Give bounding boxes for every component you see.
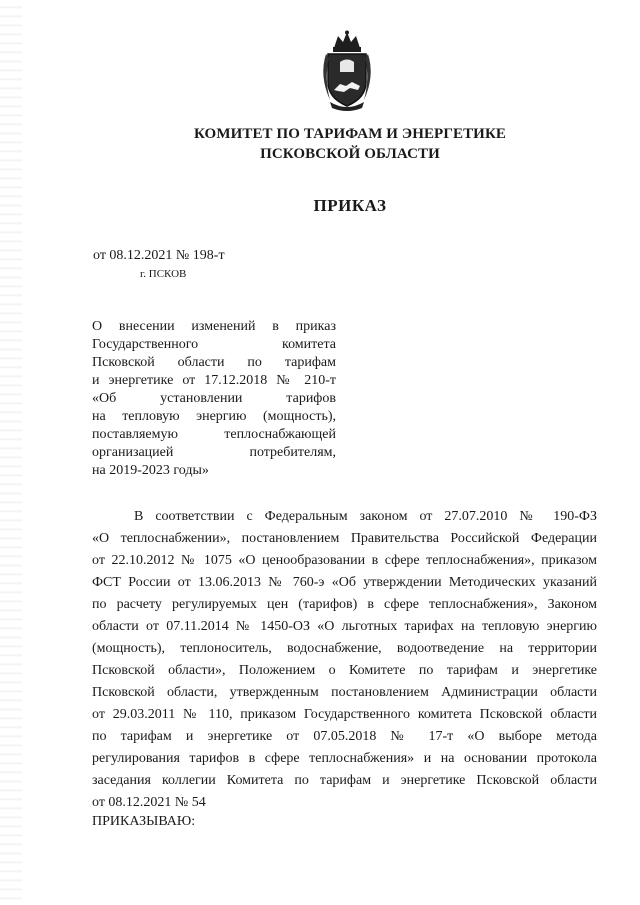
subject-line: и энергетике от 17.12.2018 № 210-т bbox=[92, 373, 336, 388]
authority-line-1: КОМИТЕТ ПО ТАРИФАМ И ЭНЕРГЕТИКЕ bbox=[193, 126, 507, 142]
body-line: области от 07.11.2014 № 1450-ОЗ «О льготных тарифах на тепловую энергию bbox=[92, 619, 597, 634]
order-subject bbox=[92, 318, 336, 480]
body-line: «О теплоснабжении», постановлением Правительства Российской Федерации bbox=[92, 531, 597, 546]
body-line: регулирования тарифов в сфере теплоснабжения» и на основании протокола bbox=[92, 751, 597, 766]
subject-line: Псковской области по тарифам bbox=[92, 355, 336, 370]
body-line: Псковской области», Положением о Комитете по тарифам и энергетике bbox=[92, 663, 597, 678]
pskov-coat-of-arms-icon bbox=[316, 30, 378, 112]
subject-line: на 2019-2023 годы» bbox=[92, 463, 209, 478]
subject-line: Государственного комитета bbox=[92, 337, 336, 352]
body-line: от 08.12.2021 № 54 bbox=[92, 795, 206, 810]
body-line: В соответствии с Федеральным законом от 27.07.2010 № 190-ФЗ bbox=[134, 509, 597, 524]
subject-line: на тепловую энергию (мощность), bbox=[92, 409, 336, 424]
body-line: ФСТ России от 13.06.2013 № 760-э «Об утверждении Методических указаний bbox=[92, 575, 597, 590]
body-line: Псковской области, утвержденным постановлением Администрации области bbox=[92, 685, 597, 700]
subject-line: О внесении изменений в приказ bbox=[92, 319, 336, 334]
body-line: (мощность), теплоноситель, водоснабжение, водоотведение на территории bbox=[92, 641, 597, 656]
body-line: заседания коллегии Комитета по тарифам и энергетике Псковской области bbox=[92, 773, 597, 788]
body-line: по тарифам и энергетике от 07.05.2018 № 17-т «О выборе метода bbox=[92, 729, 597, 744]
subject-line: поставляемую теплоснабжающей bbox=[92, 427, 336, 442]
scan-edge bbox=[0, 0, 22, 905]
city-label: г. ПСКОВ bbox=[140, 268, 187, 280]
body-line: от 22.10.2012 № 1075 «О ценообразовании в сфере теплоснабжения», приказом bbox=[92, 553, 597, 568]
preamble-paragraph bbox=[92, 506, 597, 814]
subject-line: организацией потребителям, bbox=[92, 445, 336, 460]
body-line: от 29.03.2011 № 110, приказом Государственного комитета Псковской области bbox=[92, 707, 597, 722]
subject-line: «Об установлении тарифов bbox=[92, 391, 336, 406]
document-type-title: ПРИКАЗ bbox=[313, 196, 387, 215]
body-line: по расчету регулируемых цен (тарифов) в сфере теплоснабжения», Законом bbox=[92, 597, 597, 612]
date-number-line: от 08.12.2021 № 198-т bbox=[93, 248, 225, 263]
order-directive: ПРИКАЗЫВАЮ: bbox=[92, 814, 196, 829]
authority-name bbox=[150, 124, 550, 164]
authority-line-2: ПСКОВСКОЙ ОБЛАСТИ bbox=[260, 146, 440, 162]
